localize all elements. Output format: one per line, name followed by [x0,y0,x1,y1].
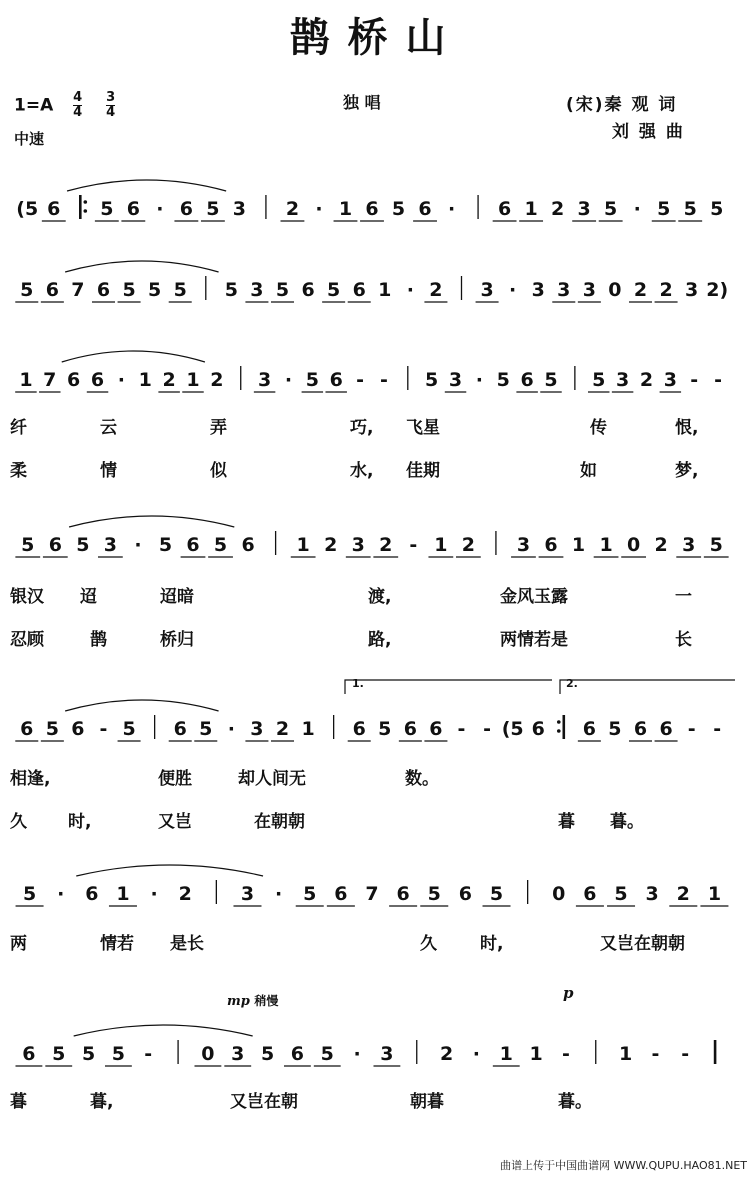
song-title: 鹊桥山 [289,15,464,61]
note: 5 [303,883,317,905]
note: 5 [52,1043,66,1065]
note: 3 [663,369,677,391]
note: 1 [138,369,152,391]
note: 6 [365,198,379,220]
note: 6 [48,534,62,556]
note: 6 [20,718,34,740]
note: 5 [275,279,290,301]
note: 5 [604,198,618,220]
note: 6 [96,279,111,301]
note: 3 [240,883,255,905]
note: 6 [659,718,673,740]
dynamic-p: p [563,984,574,1002]
note: 1 [707,883,722,905]
note: 5 [496,369,510,391]
note: 2 [633,279,648,301]
note: 6 [458,883,473,905]
note: 6 [241,534,255,556]
note: 5 [224,279,238,301]
note: 5 [21,534,35,556]
lyrics-line-4b: 忍顾 鹊 桥归 路, 两情若是 长 [10,630,692,650]
note: 5 [489,883,504,905]
note: 6 [301,279,315,301]
note: 2 [210,369,224,391]
note: 5 [45,718,59,740]
note: 5 [122,279,136,301]
note: - [409,534,418,556]
note: - [483,718,492,740]
lyrics-line-5a: 相逢, 便胜 却人间无 数。 [10,769,439,789]
note: 2 [654,534,668,556]
note: 1 [529,1043,543,1065]
repeat-dot [83,209,87,213]
note: 5 [100,198,114,220]
note: (5 [501,718,524,740]
note: 3 [480,279,494,301]
slur [74,1025,253,1036]
note: 6 [85,883,99,905]
note: · [509,279,517,301]
note: 6 [126,198,140,220]
note: 1 [301,718,315,740]
note: 6 [582,718,596,740]
note: 5 [158,534,173,556]
note: 5 [81,1043,96,1065]
note: · [284,369,293,391]
note: 6 [334,883,348,905]
note: 3 [531,279,545,301]
note: · [472,1043,481,1065]
note: 3 [557,279,571,301]
note: 6 [71,718,85,740]
note: 6 [497,198,512,220]
note: · [447,198,456,220]
note: 1 [338,198,353,220]
note: · [117,369,126,391]
note: 3 [250,718,264,740]
note: (5 [16,198,39,220]
note: 6 [329,369,343,391]
note: 3 [231,1043,245,1065]
lyrics-line-5b: 久 时, 又岂 在朝朝 暮 暮。 [10,812,644,832]
note: 5 [111,1043,126,1065]
volta-first-label: 1. [352,677,364,690]
note: 6 [429,718,443,740]
note: 2 [162,369,176,391]
note: 3 [645,883,659,905]
note: 6 [179,198,193,220]
note: 2 [429,279,443,301]
note: 5 [683,198,697,220]
note: 5 [378,718,392,740]
volta-second-label: 2. [566,677,578,690]
slur [67,180,226,191]
note: · [633,198,641,220]
note: 3 [577,198,591,220]
lyrics-line-7: 暮 暮, 又岂在朝 朝暮 暮。 [10,1092,592,1112]
note: - [457,718,466,740]
repeat-dot [557,720,561,724]
note: 6 [403,718,417,740]
note: 6 [396,883,410,905]
note: 5 [544,369,558,391]
key-label: 1=A [14,95,54,116]
note: 6 [90,369,105,391]
note: 5 [614,883,628,905]
lyrics-line-3b: 柔 情 似 水, 佳期 如 梦, [10,461,699,481]
note: 1 [524,198,538,220]
note: 6 [583,883,597,905]
time-signature-1: $\frac{4}{4}$ [73,90,83,120]
note: 3 [582,279,596,301]
repeat-dot [557,729,561,733]
note: 5 [657,198,671,220]
note: - [356,369,365,391]
note: 6 [520,369,534,391]
note: 3 [682,534,696,556]
composer: 刘 强 曲 [612,122,685,142]
note: 1 [296,534,310,556]
note: · [274,883,283,905]
slur [65,261,218,272]
note: 3 [103,534,118,556]
note: 1 [378,279,392,301]
repeat-dot [83,200,87,204]
volta-first-bracket [345,680,552,694]
volta-second-bracket [560,680,735,694]
note: 7 [43,369,57,391]
note: 3 [257,369,272,391]
slur [62,351,205,362]
note: 0 [201,1043,215,1065]
note: - [561,1043,570,1065]
note: 5 [709,534,723,556]
note: 2 [659,279,673,301]
note: 5 [592,369,606,391]
note: 5 [425,369,439,391]
note: 3 [380,1043,394,1065]
note: 6 [290,1043,305,1065]
note: 2 [178,883,192,905]
note: 2 [461,534,476,556]
note: 1 [186,369,200,391]
note: 2 [551,198,565,220]
note: 3 [250,279,264,301]
note: 2) [706,279,729,301]
note: 5 [305,369,319,391]
note: · [227,718,235,740]
note: · [406,279,414,301]
note: 5 [710,198,724,220]
note: 3 [351,534,365,556]
lyricist: (宋)秦 观 词 [566,95,678,115]
note: 3 [448,369,463,391]
note: 5 [327,279,341,301]
note: 6 [544,534,558,556]
site-watermark: 曲谱上传于中国曲谱网 WWW.QUPU.HAO81.NET [500,1159,747,1172]
note: 3 [615,369,630,391]
note: 2 [379,534,393,556]
note: 5 [122,718,136,740]
note: 5 [427,883,441,905]
dynamic-mp: mp 稍慢 [227,994,279,1009]
note: - [687,718,696,740]
note: 1 [434,534,448,556]
lyrics-line-4a: 银汉 迢 迢暗 渡, 金风玉露 一 [10,587,692,607]
note: 3 [516,534,531,556]
note: - [651,1043,660,1065]
note: 6 [352,279,366,301]
note: 5 [608,718,622,740]
slur [76,865,263,876]
note: 2 [639,369,654,391]
note: · [134,534,142,556]
note: · [156,198,164,220]
note: - [714,369,723,391]
note: 6 [173,718,187,740]
note: 7 [365,883,379,905]
note: 0 [608,279,622,301]
note: 5 [199,718,213,740]
note: 1 [618,1043,633,1065]
note: 5 [206,198,220,220]
note: 0 [626,534,641,556]
slur [69,516,234,527]
note: 1 [571,534,586,556]
performance-type: 独 唱 [343,93,381,112]
note: 5 [213,534,228,556]
note: - [144,1043,153,1065]
note: 6 [186,534,200,556]
note: 6 [352,718,366,740]
note: - [690,369,699,391]
note: · [150,883,158,905]
note: 6 [47,198,61,220]
note: · [353,1043,361,1065]
note: · [315,198,323,220]
note: 6 [531,718,545,740]
tempo-marking: 中速 [14,130,45,148]
note: · [475,369,484,391]
note: 6 [67,369,81,391]
note: 5 [320,1043,334,1065]
note: 6 [22,1043,36,1065]
note: 2 [676,883,690,905]
note: 3 [685,279,699,301]
note: 5 [260,1043,275,1065]
note: 1 [599,534,613,556]
note: 5 [391,198,406,220]
lyrics-line-6: 两 情若 是长 久 时, 又岂在朝朝 [10,934,685,954]
lyrics-line-3a: 纤 云 弄 巧, 飞星 传 恨, [10,418,699,438]
note: 0 [552,883,566,905]
note: 2 [439,1043,454,1065]
slur [65,700,218,711]
note: - [99,718,108,740]
note: - [681,1043,690,1065]
note: 5 [173,279,187,301]
note: 6 [633,718,648,740]
note: 5 [22,883,37,905]
note: 7 [71,279,85,301]
note: 6 [418,198,432,220]
note: · [57,883,65,905]
note: 2 [275,718,290,740]
note: 5 [20,279,34,301]
time-signature-2: $\frac{3}{4}$ [106,90,116,120]
note: 1 [19,369,33,391]
note: - [379,369,388,391]
note: 5 [76,534,90,556]
note: 1 [499,1043,513,1065]
note: 2 [324,534,338,556]
note: 5 [148,279,162,301]
note: 2 [285,198,300,220]
note: - [713,718,722,740]
note: 1 [116,883,130,905]
note: 3 [232,198,247,220]
note: 6 [45,279,59,301]
